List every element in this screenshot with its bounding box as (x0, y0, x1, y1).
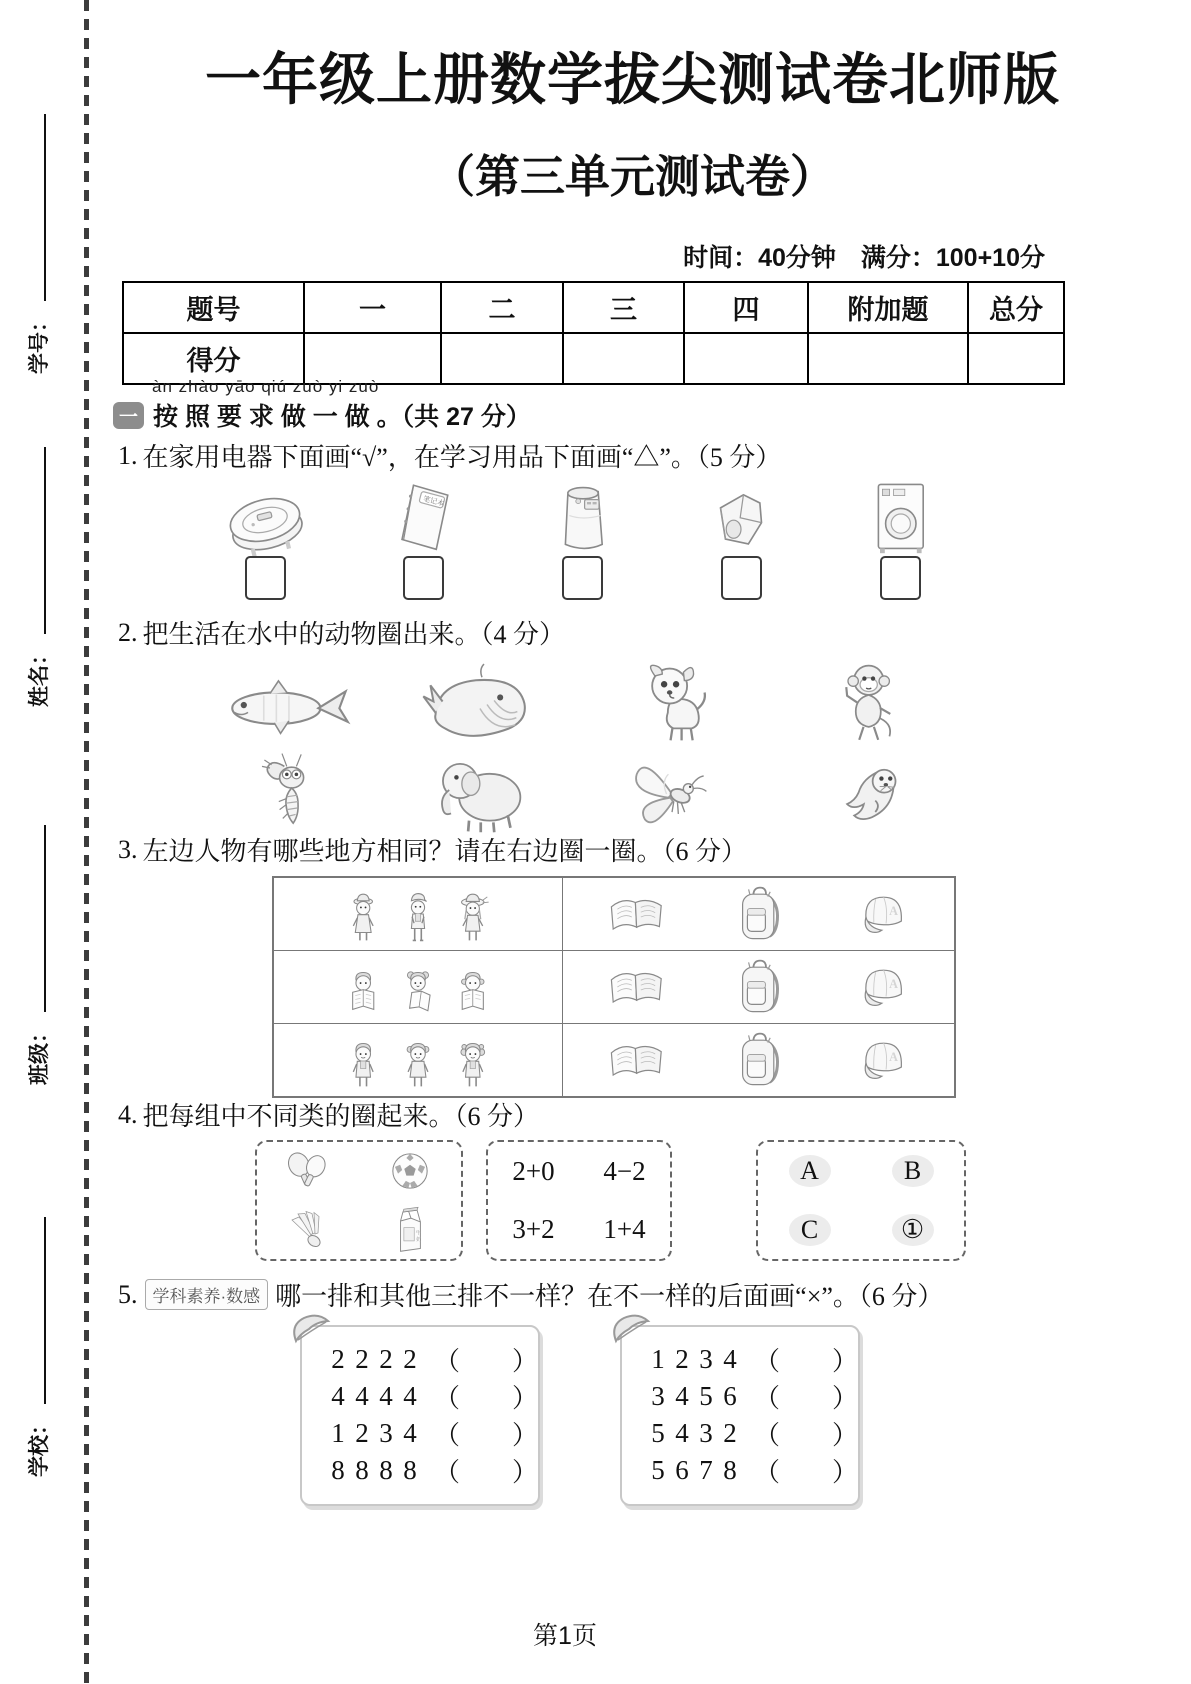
section-number-icon: 一 (113, 402, 144, 429)
svg-text:A: A (889, 1049, 899, 1064)
children-with-hats-icon (292, 881, 544, 947)
q4-letter[interactable]: B (892, 1155, 934, 1187)
robot-vacuum-icon[interactable] (211, 478, 319, 562)
open-book-icon[interactable] (603, 963, 669, 1011)
question-3 (118, 831, 747, 868)
shuttlecock-icon[interactable] (282, 1205, 334, 1255)
q4-letter[interactable]: A (789, 1155, 831, 1187)
sidebar-field-class (23, 825, 53, 1085)
leaf-decoration-icon (608, 1311, 652, 1345)
q5-digit: 1 (651, 1344, 665, 1374)
whale-icon[interactable] (417, 656, 549, 752)
school-blank[interactable] (30, 1217, 46, 1404)
q5-digit: 4 (331, 1381, 345, 1411)
section-pinyin: àn zhào yāo qiú zuò yi zuò (152, 377, 380, 396)
question-2-text: 把生活在水中的动物圈出来。（4 分） (142, 620, 566, 649)
score-header-row (123, 282, 1064, 333)
q5-digit: 8 (355, 1455, 369, 1485)
question-3-text: 左边人物有哪些地方相同？请在右边圈一圈。（6 分） (142, 837, 748, 866)
q5-digit: 3 (699, 1344, 713, 1374)
score-input-cell[interactable] (684, 333, 808, 384)
q5-digit: 4 (379, 1381, 393, 1411)
sidebar-field-name (23, 447, 53, 707)
page-subtitle: （第三单元测试卷） (429, 151, 835, 202)
leaf-decoration-icon (288, 1311, 332, 1345)
svg-text:A: A (889, 976, 899, 991)
fish-icon[interactable] (211, 662, 369, 746)
q5-digit: 2 (723, 1418, 737, 1448)
q1-answer-box[interactable] (721, 556, 762, 600)
q1-answer-box[interactable] (880, 556, 921, 600)
q1-answer-box[interactable] (245, 556, 286, 600)
q5-answer-paren[interactable]: （ ） (754, 1458, 859, 1487)
q5-answer-paren[interactable]: （ ） (754, 1384, 859, 1413)
question-1-number: 1. (118, 440, 138, 470)
question-1 (118, 437, 781, 474)
q4-letter[interactable]: C (789, 1214, 831, 1246)
question-5 (118, 1276, 943, 1313)
q4-circled-number[interactable]: ① (892, 1214, 934, 1246)
children-reading-icon (292, 954, 544, 1020)
q5-number-row (326, 1452, 538, 1489)
q5-digit: 2 (379, 1344, 393, 1374)
section-title: 按 照 要 求 做 一 做 。（共 27 分） (153, 403, 531, 431)
class-blank[interactable] (30, 825, 46, 1012)
q5-digit: 1 (331, 1418, 345, 1448)
score-input-cell[interactable] (563, 333, 684, 384)
question-1-answer-boxes (200, 556, 965, 600)
q4-group-expressions (486, 1140, 672, 1261)
q3-row-hats (274, 878, 954, 950)
svg-text:笔记本: 笔记本 (421, 494, 445, 509)
svg-text:A: A (889, 903, 899, 918)
q5-digit: 5 (651, 1455, 665, 1485)
q5-number-row (646, 1452, 858, 1489)
q5-digit: 3 (651, 1381, 665, 1411)
q5-number-row (646, 1415, 858, 1452)
pencil-sharpener-icon[interactable] (693, 480, 789, 562)
question-2-row-1 (205, 654, 955, 754)
q5-digit: 4 (403, 1418, 417, 1448)
q5-answer-paren[interactable]: （ ） (754, 1421, 859, 1450)
q5-digit: 2 (331, 1344, 345, 1374)
q5-answer-paren[interactable]: （ ） (434, 1347, 539, 1376)
q5-digit: 8 (403, 1455, 417, 1485)
q5-digit: 5 (699, 1381, 713, 1411)
name-label: 姓名： (28, 644, 51, 707)
question-2-number: 2. (118, 617, 138, 647)
question-4-text: 把每组中不同类的圈起来。（6 分） (142, 1102, 540, 1131)
student-id-blank[interactable] (30, 114, 46, 301)
backpack-icon[interactable] (732, 881, 788, 947)
q5-digit: 8 (379, 1455, 393, 1485)
q5-digit: 8 (723, 1455, 737, 1485)
q5-digit: 4 (723, 1344, 737, 1374)
question-3-table (272, 876, 956, 1098)
q4-group-letters (756, 1140, 966, 1261)
milk-carton-icon[interactable] (390, 1204, 430, 1256)
q5-digit: 4 (403, 1381, 417, 1411)
score-col-4: 四 (684, 282, 808, 333)
backpack-icon[interactable] (732, 954, 788, 1020)
question-5-text: 哪一排和其他三排不一样？在不一样的后面画“×”。（6 分） (275, 1282, 944, 1311)
question-4 (118, 1096, 539, 1133)
q5-digit: 5 (651, 1418, 665, 1448)
q5-digit: 8 (331, 1455, 345, 1485)
subject-literacy-badge: 学科素养·数感 (145, 1279, 269, 1310)
rice-cooker-icon[interactable] (543, 474, 623, 562)
q5-digit: 2 (355, 1344, 369, 1374)
question-2-row-2 (205, 744, 955, 836)
open-book-icon[interactable] (603, 890, 669, 938)
open-book-icon[interactable] (603, 1036, 669, 1084)
score-label-cell: 得分 (123, 333, 304, 384)
q5-digit: 2 (355, 1418, 369, 1448)
cap-icon[interactable] (852, 961, 914, 1013)
q5-digit: 3 (379, 1418, 393, 1448)
sidebar-field-student-id (23, 114, 53, 374)
class-label: 班级： (28, 1022, 51, 1085)
score-input-cell[interactable] (968, 333, 1064, 384)
question-3-number: 3. (118, 834, 138, 864)
q5-number-row (646, 1341, 858, 1378)
backpack-icon[interactable] (732, 1027, 788, 1093)
q5-answer-paren[interactable]: （ ） (434, 1458, 539, 1487)
lobster-icon[interactable] (250, 744, 330, 836)
question-4-number: 4. (118, 1099, 138, 1129)
q4-expression[interactable]: 3+2 (512, 1214, 555, 1245)
q5-answer-paren[interactable]: （ ） (434, 1421, 539, 1450)
q5-number-row (326, 1341, 538, 1378)
question-1-text: 在家用电器下面画“√”，在学习用品下面画“△”。（5 分） (142, 443, 782, 472)
question-5-number: 5. (118, 1279, 138, 1309)
children-standing-icon (292, 1027, 544, 1093)
q5-digit: 4 (675, 1381, 689, 1411)
table-tennis-icon[interactable] (280, 1145, 336, 1197)
q5-digit: 2 (675, 1344, 689, 1374)
notebook-icon[interactable] (383, 474, 465, 562)
washing-machine-icon[interactable] (860, 474, 940, 562)
name-blank[interactable] (30, 447, 46, 634)
score-input-cell[interactable] (808, 333, 968, 384)
section-one-heading (113, 397, 531, 433)
score-input-cell[interactable] (441, 333, 563, 384)
q5-digit: 4 (355, 1381, 369, 1411)
soccer-ball-icon[interactable] (384, 1145, 436, 1197)
q3-row-standing (274, 1023, 954, 1096)
q4-expression[interactable]: 1+4 (603, 1214, 646, 1245)
q5-card-1 (300, 1325, 540, 1506)
cap-icon[interactable] (852, 888, 914, 940)
score-table (122, 281, 1065, 385)
q4-expression[interactable]: 2+0 (512, 1155, 555, 1186)
cut-dashed-line (84, 0, 89, 1684)
elephant-icon[interactable] (426, 745, 540, 835)
exam-meta: 时间：40分钟 满分：100+10分 (683, 244, 1045, 272)
page-title: 一年级上册数学拔尖测试卷北师版 (205, 48, 1060, 111)
q5-number-row (326, 1378, 538, 1415)
q5-digit: 3 (699, 1418, 713, 1448)
q5-digit: 6 (723, 1381, 737, 1411)
q5-card-2 (620, 1325, 860, 1506)
score-col-total: 总分 (968, 282, 1064, 333)
seal-icon[interactable] (826, 746, 914, 834)
score-col-2: 二 (441, 282, 563, 333)
score-col-3: 三 (563, 282, 684, 333)
q5-number-row (326, 1415, 538, 1452)
question-1-items (200, 476, 965, 562)
q5-answer-paren[interactable]: （ ） (754, 1347, 859, 1376)
q1-answer-box[interactable] (562, 556, 603, 600)
q4-group-objects (255, 1140, 463, 1261)
page-number: 第1页 (533, 1622, 597, 1650)
sidebar-field-school (23, 1217, 53, 1477)
student-id-label: 学号： (28, 311, 51, 374)
monkey-icon[interactable] (829, 654, 911, 754)
puppy-icon[interactable] (631, 655, 723, 753)
butterfly-icon[interactable] (625, 747, 729, 833)
q5-digit: 2 (403, 1344, 417, 1374)
score-col-1: 一 (304, 282, 441, 333)
school-label: 学校： (28, 1414, 51, 1477)
svg-text:牛: 牛 (415, 1230, 421, 1237)
score-col-bonus: 附加题 (808, 282, 968, 333)
score-header-cell: 题号 (123, 282, 304, 333)
q5-number-row (646, 1378, 858, 1415)
q4-expression[interactable]: 4−2 (603, 1155, 646, 1186)
cap-icon[interactable] (852, 1034, 914, 1086)
svg-text:奶: 奶 (416, 1236, 422, 1243)
question-2 (118, 614, 565, 651)
q5-digit: 7 (699, 1455, 713, 1485)
q5-digit: 4 (675, 1418, 689, 1448)
q5-digit: 6 (675, 1455, 689, 1485)
q3-row-reading (274, 950, 954, 1023)
q5-answer-paren[interactable]: （ ） (434, 1384, 539, 1413)
q1-answer-box[interactable] (403, 556, 444, 600)
